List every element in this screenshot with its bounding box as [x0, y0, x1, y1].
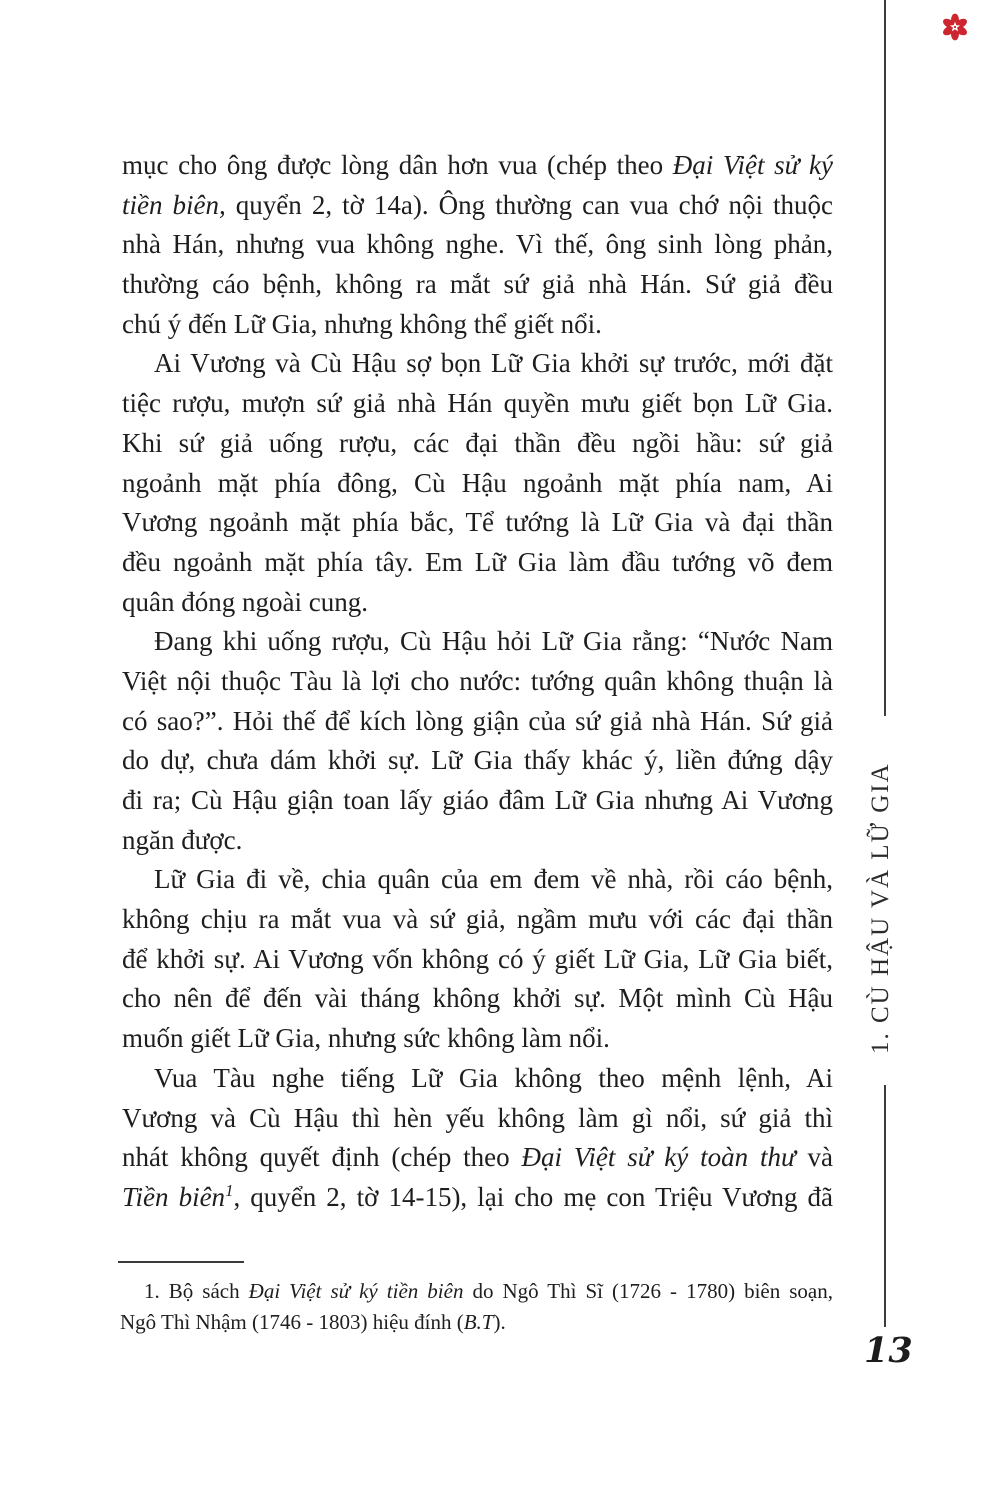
- body-text-line: thường cáo bệnh, không ra mắt sứ giả nhà Hán. Sứ giả đều: [122, 269, 833, 300]
- body-text-line: không chịu ra mắt vua và sứ giả, ngầm mưu với các đại thần: [122, 904, 833, 935]
- body-text-line: Vương và Cù Hậu thì hèn yếu không làm gì nổi, sứ giả thì: [122, 1102, 833, 1133]
- body-text-line: Ai Vương và Cù Hậu sợ bọn Lữ Gia khởi sự trước, mới đặt: [154, 348, 833, 379]
- body-text-line: muốn giết Lữ Gia, nhưng sức không làm nổi.: [122, 1023, 610, 1054]
- florette-svg: [941, 13, 969, 41]
- body-text-line: do dự, chưa dám khởi sự. Lữ Gia thấy khác ý, liền đứng dậy: [122, 745, 833, 776]
- body-text-line: Khi sứ giả uống rượu, các đại thần đều ngồi hầu: sứ giả: [122, 427, 833, 458]
- body-text-line: Vương ngoảnh mặt phía bắc, Tể tướng là Lữ Gia và đại thần: [122, 507, 833, 538]
- body-text: [122, 146, 833, 1218]
- body-text-line: có sao?”. Hỏi thế để kích lòng giận của sứ giả nhà Hán. Sứ giả: [122, 705, 833, 736]
- footnote-line: 1. Bộ sách Đại Việt sử ký tiền biên do Ngô Thì Sĩ (1726 - 1780) biên soạn,: [144, 1279, 833, 1303]
- margin-rule-top: [884, 0, 886, 716]
- body-text-line: cho nên để đến vài tháng không khởi sự. Một mình Cù Hậu: [122, 983, 833, 1014]
- margin-rule-bottom: [884, 1085, 886, 1327]
- page-number: 13: [864, 1330, 913, 1371]
- footnote: [120, 1276, 833, 1338]
- body-text-line: nhát không quyết định (chép theo Đại Việt sử ký toàn thư và: [122, 1142, 833, 1173]
- body-text-line: ngoảnh mặt phía đông, Cù Hậu ngoảnh mặt phía nam, Ai: [122, 467, 833, 498]
- body-text-line: mục cho ông được lòng dân hơn vua (chép theo Đại Việt sử ký: [122, 150, 833, 180]
- body-text-line: chú ý đến Lữ Gia, nhưng không thể giết nổi.: [122, 308, 602, 339]
- body-text-line: quân đóng ngoài cung.: [122, 586, 368, 617]
- footnote-rule: [118, 1261, 244, 1263]
- body-text-line: ngăn được.: [122, 824, 243, 855]
- body-text-line: Việt nội thuộc Tàu là lợi cho nước: tướng quân không thuận là: [122, 665, 833, 696]
- florette-icon: [941, 13, 969, 41]
- chapter-title-vertical: 1. CÙ HẬU VÀ LỮ GIA: [867, 762, 894, 1054]
- body-text-line: Tiền biên$^1$, quyển 2, tờ 14-15), lại cho mẹ con Triệu Vương đã: [122, 1180, 833, 1212]
- body-text-line: tiệc rượu, mượn sứ giả nhà Hán quyền mưu giết bọn Lữ Gia.: [122, 388, 833, 419]
- body-text-line: đều ngoảnh mặt phía tây. Em Lữ Gia làm đầu tướng võ đem: [122, 546, 833, 577]
- body-text-line: đi ra; Cù Hậu giận toan lấy giáo đâm Lữ Gia nhưng Ai Vương: [122, 785, 833, 815]
- footnote-line: Ngô Thì Nhậm (1746 - 1803) hiệu đính (B.T).: [120, 1310, 506, 1334]
- body-text-line: tiền biên, quyển 2, tờ 14a). Ông thường can vua chớ nội thuộc: [122, 189, 833, 220]
- body-text-line: Đang khi uống rượu, Cù Hậu hỏi Lữ Gia rằng: “Nước Nam: [154, 626, 833, 657]
- body-text-line: để khởi sự. Ai Vương vốn không có ý giết Lữ Gia, Lữ Gia biết,: [122, 943, 833, 974]
- body-text-line: Vua Tàu nghe tiếng Lữ Gia không theo mệnh lệnh, Ai: [154, 1062, 833, 1093]
- body-text-line: Lữ Gia đi về, chia quân của em đem về nhà, rồi cáo bệnh,: [154, 864, 833, 895]
- body-text-line: nhà Hán, nhưng vua không nghe. Vì thế, ông sinh lòng phản,: [122, 229, 833, 260]
